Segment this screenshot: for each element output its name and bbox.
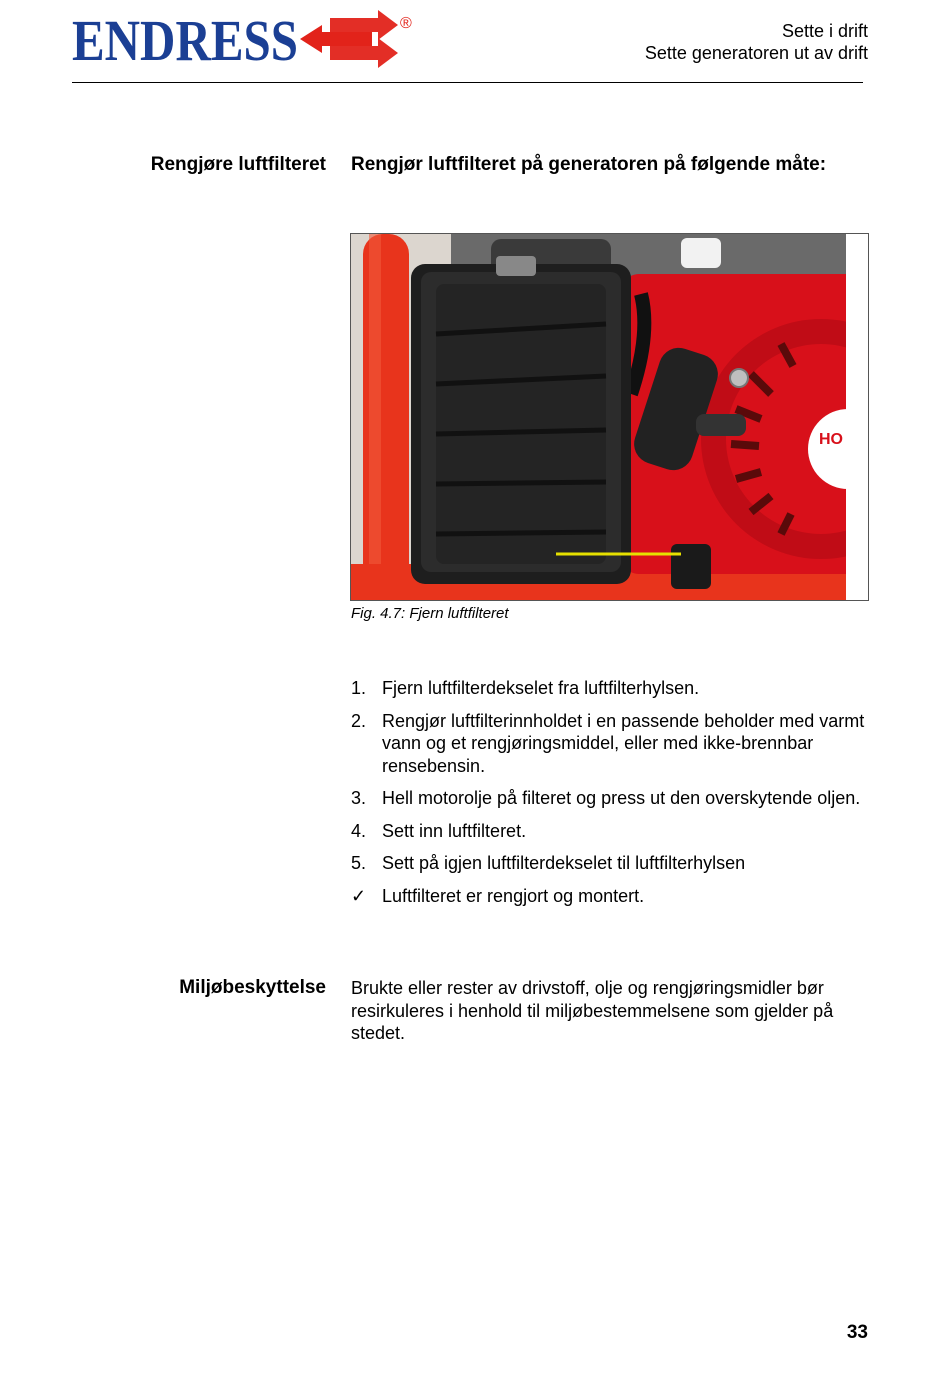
step-marker: 5. [351,853,367,873]
endress-logo [72,8,417,68]
list-item [351,820,866,843]
page-number: 33 [846,1322,868,1343]
environment-text: Brukte eller rester av drivstoff, olje og rengjøringsmidler bør resirkuleres i henhold til miljøbestemmelsene som gjelder på stedet. [351,978,834,1043]
list-item [351,852,866,875]
air-filter-photo [350,233,869,601]
step-marker: 1. [351,678,367,698]
step-text: Hell motorolje på filteret og press ut den overskytende oljen. [382,788,861,808]
step-text: Fjern luftfilterdekselet fra luftfilterhylsen. [382,678,700,698]
step-marker: 3. [351,788,367,808]
cleaning-steps-list [351,677,866,917]
logo-arrows-icon [300,10,398,68]
header-divider [72,82,863,83]
logo-wordmark: ENDRESS [72,8,298,68]
engine-brand-label: HO [819,431,843,448]
list-item [351,710,866,778]
section-header [645,20,868,64]
step-marker: 2. [351,710,367,731]
section-subtitle: Sette generatoren ut av drift [644,43,868,63]
step-text: Sett inn luftfilteret. [382,820,527,841]
side-heading-cleaning: Rengjøre luftfilteret [150,154,326,175]
list-item [351,787,866,810]
checkmark-icon: ✓ [351,885,367,906]
registered-mark: ® [400,15,412,32]
step-result-text: Luftfilteret er rengjort og montert. [382,885,645,906]
intro-text: Rengjør luftfilteret på generatoren på følgende måte: [351,154,827,175]
figure-caption: Fig. 4.7: Fjern luftfilteret [351,605,509,622]
step-marker: 4. [351,820,367,841]
side-heading-environment: Miljøbeskyttelse [179,977,326,998]
step-text: Rengjør luftfilterinnholdet i en passende beholder med varmt vann og et rengjøringsmiddel, eller med ikke-brennbar rensebensin. [382,710,865,776]
step-text: Sett på igjen luftfilterdekselet til luftfilterhylsen [382,853,746,873]
list-item [351,885,866,908]
list-item [351,677,866,700]
section-title: Sette i drift [781,21,868,41]
